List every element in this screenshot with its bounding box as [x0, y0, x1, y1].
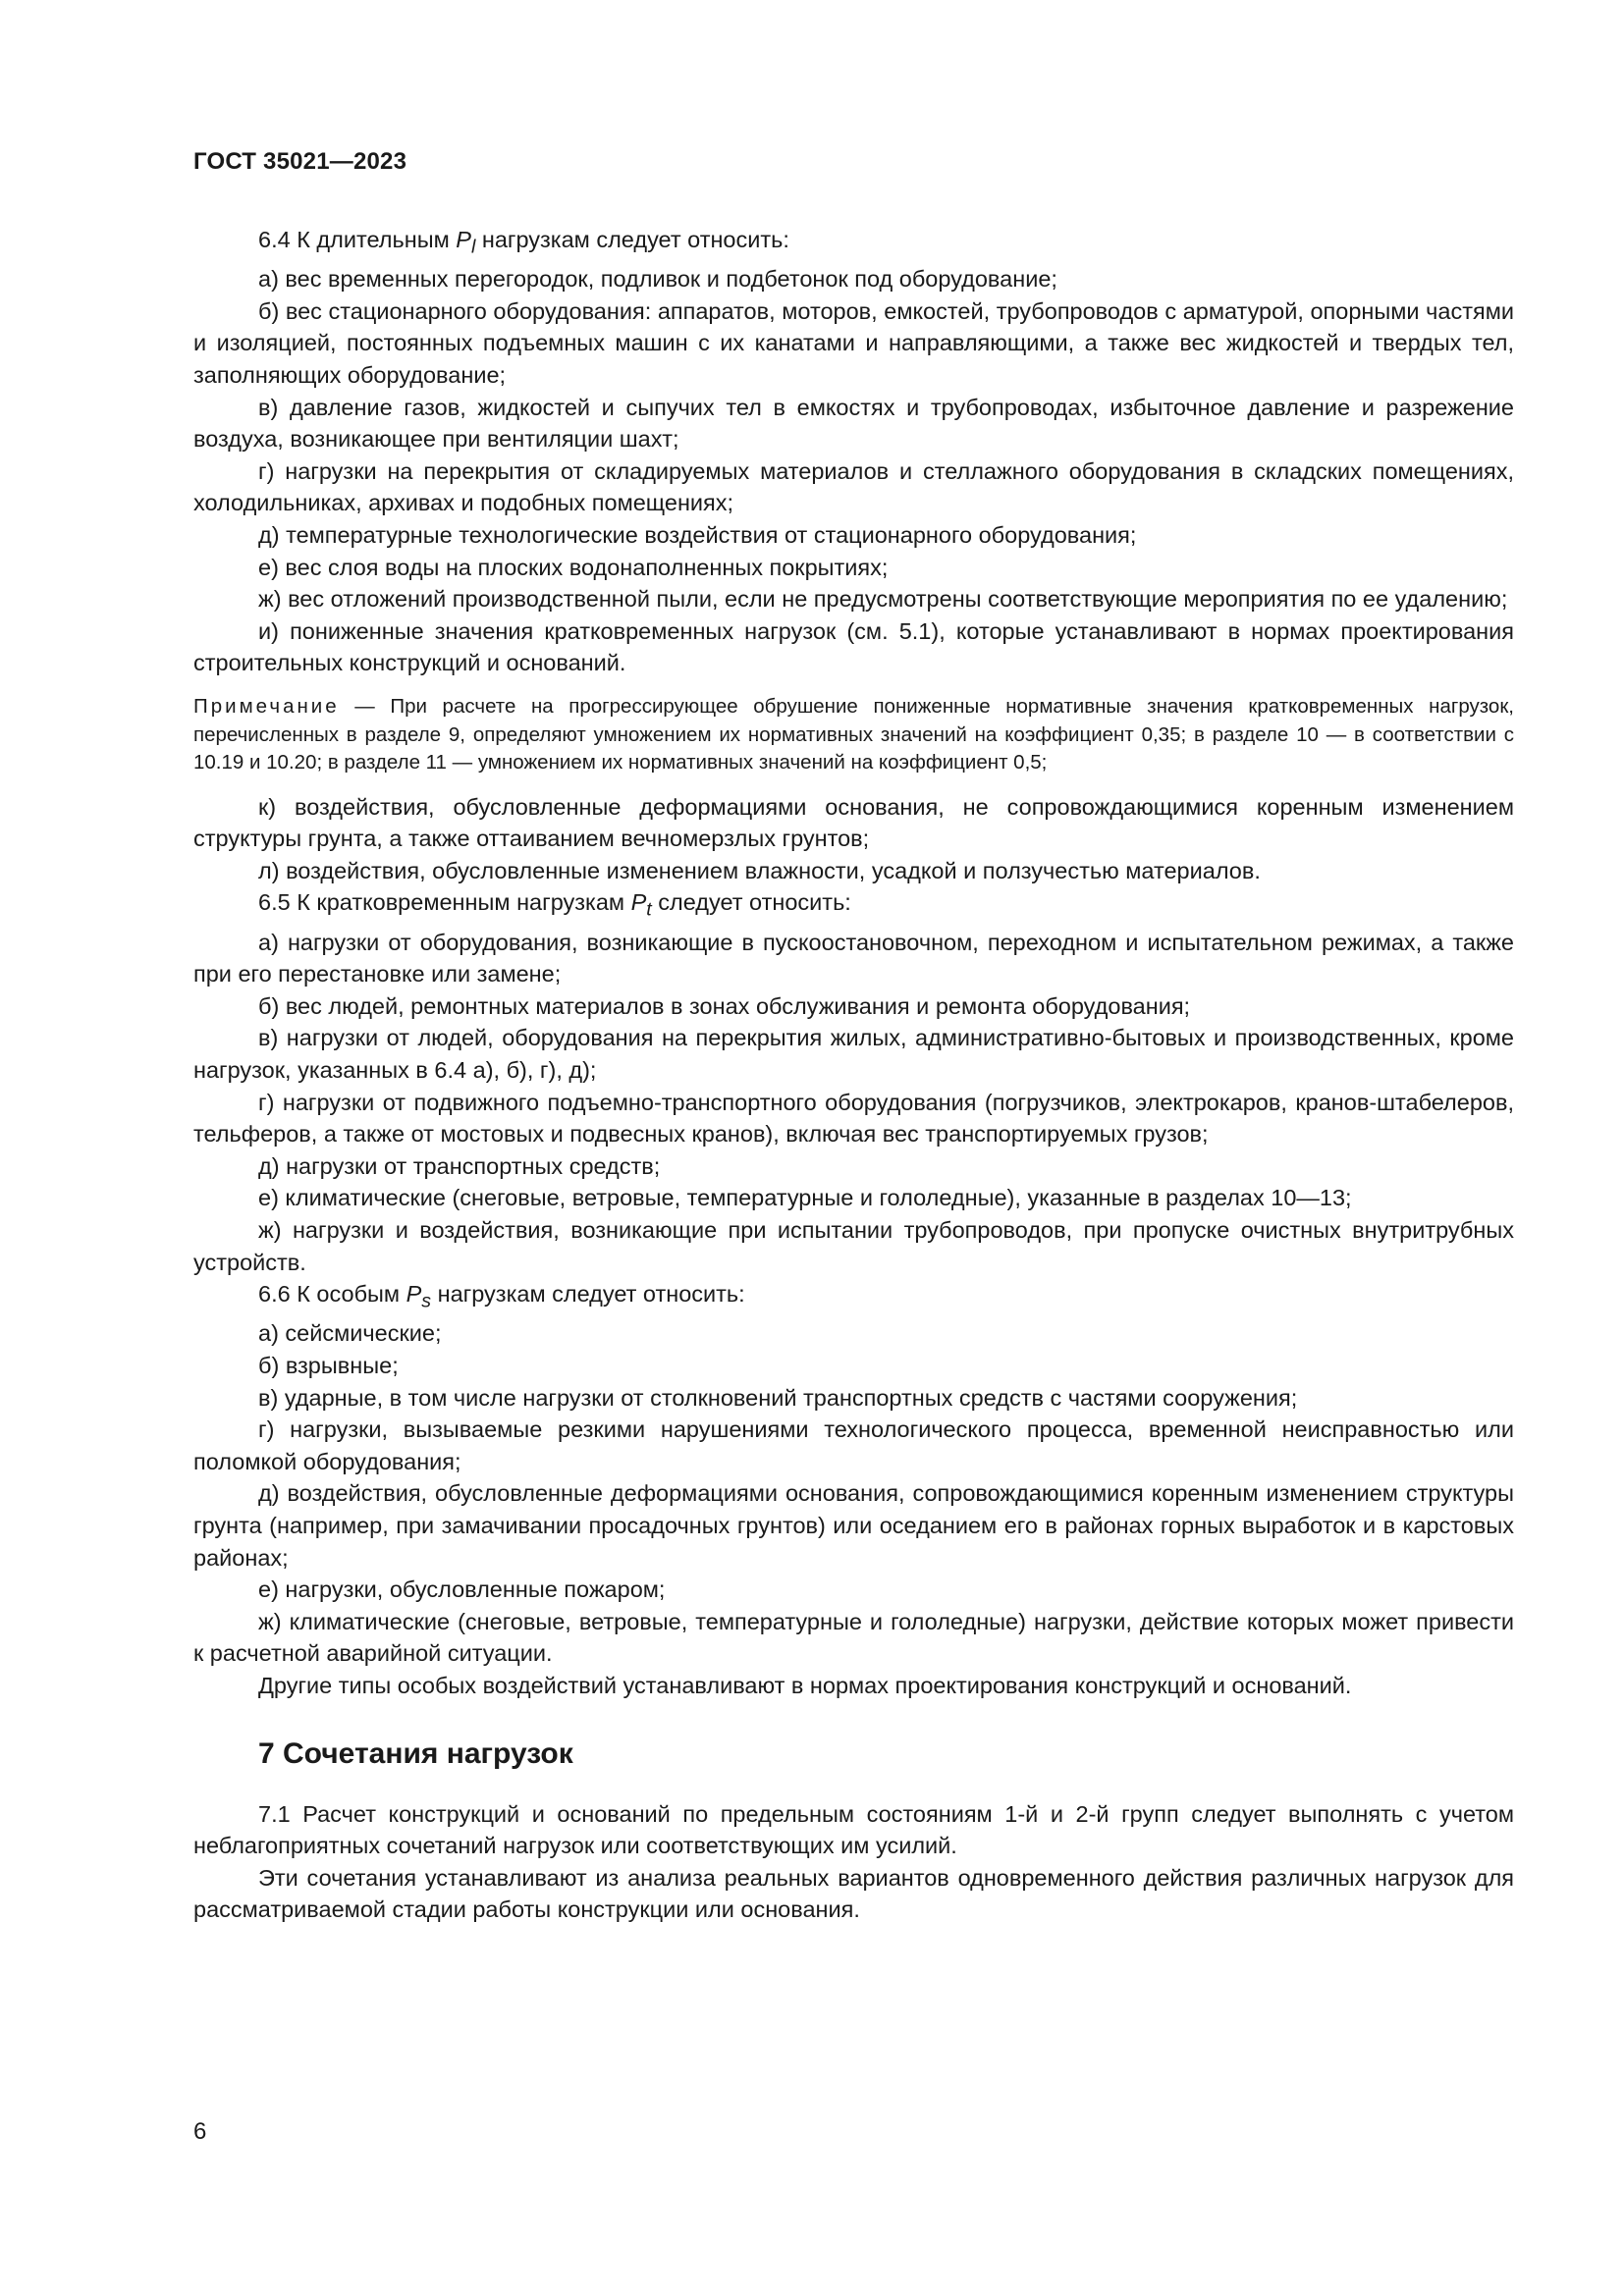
- list-item: г) нагрузки от подвижного подъемно-транспортного оборудования (погрузчиков, электрокаров, кранов-штабелеров, тельферов, а также от мостовых и подвесных кранов), включая вес транспортируемых грузов;: [193, 1089, 1514, 1148]
- paragraph-other-types: Другие типы особых воздействий устанавливают в нормах проектирования конструкций и оснований.: [258, 1672, 1352, 1698]
- page-body: [193, 224, 1514, 1926]
- list-item: в) нагрузки от людей, оборудования на перекрытия жилых, административно-бытовых и производственных, кроме нагрузок, указанных в 6.4 а), б), г), д);: [193, 1025, 1514, 1083]
- list-6-4-continued: [193, 791, 1514, 887]
- list-item: б) вес стационарного оборудования: аппаратов, моторов, емкостей, трубопроводов с арматурой, опорными частями и изоляцией, постоянных подъемных машин с их канатами и направляющими, а также вес жидкостей и твердых тел, заполняющих оборудование;: [193, 297, 1514, 389]
- section-7-heading: 7 Сочетания нагрузок: [258, 1736, 573, 1770]
- list-item: к) воздействия, обусловленные деформациями основания, не сопровождающимися коренным изменением структуры грунта, а также оттаиванием вечномерзлых грунтов;: [193, 793, 1514, 852]
- note-label: Примечание: [193, 695, 340, 718]
- list-item: б) вес людей, ремонтных материалов в зонах обслуживания и ремонта оборудования;: [258, 992, 1191, 1019]
- list-item: д) нагрузки от транспортных средств;: [258, 1152, 661, 1179]
- list-item: б) взрывные;: [258, 1352, 399, 1378]
- list-item: е) вес слоя воды на плоских водонаполненных покрытиях;: [258, 554, 889, 580]
- list-item: ж) вес отложений производственной пыли, если не предусмотрены соответствующие мероприятия по ее удалению;: [258, 586, 1508, 613]
- page-number: 6: [193, 2118, 207, 2145]
- list-item: ж) климатические (снеговые, ветровые, температурные и гололедные) нагрузки, действие которых может привести к расчетной аварийной ситуации.: [193, 1608, 1514, 1667]
- list-6-6: [193, 1317, 1514, 1670]
- list-item: а) нагрузки от оборудования, возникающие в пускоостановочном, переходном и испытательном режимах, а также при его перестановке или замене;: [193, 929, 1514, 988]
- list-item: г) нагрузки, вызываемые резкими нарушениями технологического процесса, временной неисправностью или поломкой оборудования;: [193, 1416, 1514, 1474]
- list-item: е) нагрузки, обусловленные пожаром;: [258, 1576, 666, 1603]
- list-item: ж) нагрузки и воздействия, возникающие при испытании трубопроводов, при пропуске очистных внутритрубных устройств.: [193, 1216, 1514, 1275]
- list-6-5: [193, 927, 1514, 1279]
- note-text: — При расчете на прогрессирующее обрушение пониженные нормативные значения кратковременных нагрузок, перечисленных в разделе 9, определяют умножением их нормативных значений на коэффициент 0,35; в разделе 10 — в соответствии с 10.19 и 10.20; в разделе 11 — умножением их нормативных значений на коэффициент 0,5;: [193, 695, 1514, 774]
- document-code-header: ГОСТ 35021—2023: [193, 148, 407, 175]
- list-item: е) климатические (снеговые, ветровые, температурные и гололедные), указанные в разделах 10—13;: [258, 1185, 1352, 1211]
- list-item: в) ударные, в том числе нагрузки от столкновений транспортных средств с частями сооружения;: [258, 1384, 1298, 1411]
- list-item: в) давление газов, жидкостей и сыпучих тел в емкостях и трубопроводах, избыточное давление и разрежение воздуха, возникающее при вентиляции шахт;: [193, 394, 1514, 453]
- clause-6-6: 6.6 К особым $P_s$ нагрузкам следует относить:: [258, 1281, 745, 1312]
- list-item: а) сейсмические;: [258, 1320, 442, 1347]
- note-paragraph: [193, 693, 1514, 777]
- list-item: г) нагрузки на перекрытия от складируемых материалов и стеллажного оборудования в складских помещениях, холодильниках, архивах и подобных помещениях;: [193, 457, 1514, 516]
- clause-7-1: 7.1 Расчет конструкций и оснований по предельным состояниям 1-й и 2-й групп следует выполнять с учетом неблагоприятных сочетаний нагрузок или соответствующих им усилий.: [193, 1800, 1514, 1859]
- clause-6-5: 6.5 К кратковременным нагрузкам $P_t$ следует относить:: [258, 889, 851, 921]
- list-item: д) температурные технологические воздействия от стационарного оборудования;: [258, 522, 1137, 549]
- clause-6-4: 6.4 К длительным $P_l$ нагрузкам следует относить:: [258, 227, 789, 258]
- list-item: д) воздействия, обусловленные деформациями основания, сопровождающимися коренным изменением структуры грунта (например, при замачивании просадочных грунтов) или оседанием его в районах горных выработок и в карстовых районах;: [193, 1480, 1514, 1571]
- list-6-4: [193, 263, 1514, 679]
- list-item: а) вес временных перегородок, подливок и подбетонок под оборудование;: [258, 266, 1057, 293]
- clause-7-1-continued: Эти сочетания устанавливают из анализа реальных вариантов одновременного действия различных нагрузок для рассматриваемой стадии работы конструкции или основания.: [193, 1864, 1514, 1923]
- list-item: л) воздействия, обусловленные изменением влажности, усадкой и ползучестью материалов.: [258, 857, 1261, 883]
- list-item: и) пониженные значения кратковременных нагрузок (см. 5.1), которые устанавливают в нормах проектирования строительных конструкций и оснований.: [193, 617, 1514, 676]
